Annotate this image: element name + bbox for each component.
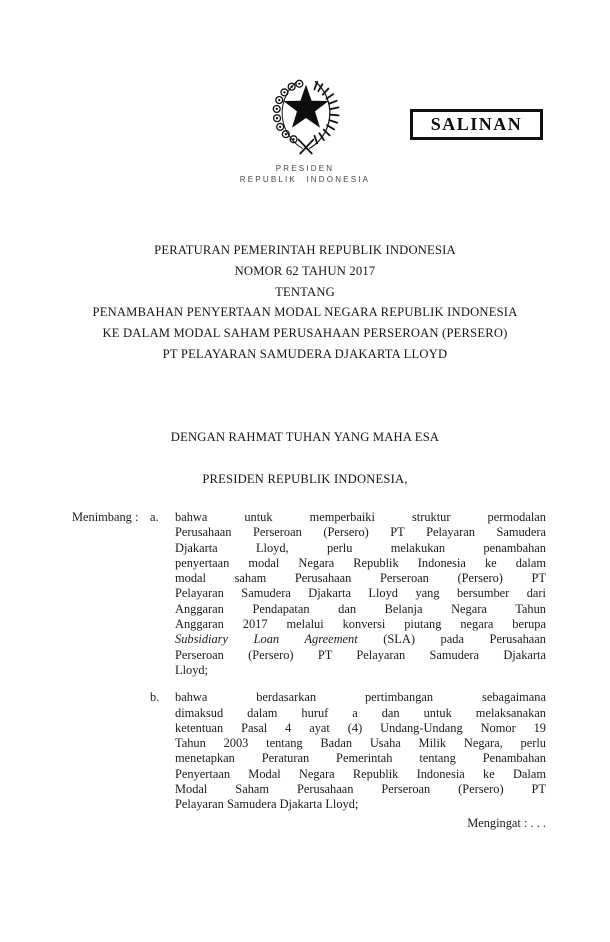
- letterhead-line-republik: REPUBLIK INDONESIA: [239, 175, 371, 184]
- paragraph-lines: [175, 510, 546, 632]
- item-letter: b.: [150, 690, 160, 705]
- paragraph-last-line: Lloyd;: [175, 662, 209, 677]
- paragraph-line: Djakarta Lloyd, perlu melakukan penambahan: [175, 540, 546, 555]
- catchword-mengingat: Mengingat : . . .: [467, 816, 546, 830]
- paragraph-line: Penyertaan Modal Negara Republik Indonesia ke Dalam: [175, 766, 546, 781]
- paragraph-line: Tahun 2003 tentang Badan Usaha Milik Negara, perlu: [175, 736, 546, 751]
- paragraph-line: Anggaran 2017 melalui konversi piutang negara berupa: [175, 617, 546, 632]
- document-title-line: NOMOR 62 TAHUN 2017: [234, 263, 376, 278]
- salinan-stamp: [410, 109, 543, 140]
- paragraph-line: penyertaan modal Negara Republik Indonesia ke dalam: [175, 555, 546, 570]
- document-title-line: PT PELAYARAN SAMUDERA DJAKARTA LLOYD: [162, 346, 448, 361]
- presidential-seal-icon: [263, 74, 349, 156]
- paragraph-line: bahwa untuk memperbaiki struktur permodalan: [175, 510, 546, 524]
- considering-items: [150, 510, 546, 813]
- item-text: [175, 510, 546, 678]
- paragraph-line: Pelayaran Samudera Djakarta Lloyd yang bersumber dari: [175, 586, 546, 601]
- considering-item-a: [150, 510, 546, 678]
- considering-label: Menimbang: [72, 510, 132, 524]
- invocation-line: DENGAN RAHMAT TUHAN YANG MAHA ESA: [170, 430, 440, 444]
- letterhead: [0, 163, 610, 185]
- paragraph-line: Anggaran Pendapatan dan Belanja Negara Tahun: [175, 601, 546, 616]
- paragraph-line: bahwa berdasarkan pertimbangan sebagaimana: [175, 690, 546, 705]
- paragraph-line: modal saham Perusahaan Perseroan (Persero) PT: [175, 571, 546, 586]
- document-title-line: KE DALAM MODAL SAHAM PERUSAHAAN PERSEROAN (PERSERO): [102, 326, 508, 341]
- paragraph-line: menetapkan Peraturan Pemerintah tentang Penambahan: [175, 751, 546, 766]
- document-title-line: TENTANG: [275, 284, 335, 299]
- paragraph-line: dimaksud dalam huruf a dan untuk melaksanakan: [175, 705, 546, 720]
- item-letter: a.: [150, 510, 159, 524]
- considering-item-b: [150, 690, 546, 812]
- italic-line-rest: (SLA) pada Perusahaan: [357, 632, 546, 647]
- star-icon: [283, 85, 328, 128]
- item-text: [175, 690, 546, 812]
- salinan-stamp-label: SALINAN: [430, 114, 523, 134]
- paragraph-line-italic: [175, 632, 546, 647]
- paragraph-line: Perseroan (Persero) PT Pelayaran Samudera Djakarta: [175, 647, 546, 662]
- paragraph-lines: [175, 690, 546, 797]
- document-title-line: PERATURAN PEMERINTAH REPUBLIK INDONESIA: [154, 243, 456, 257]
- paragraph-line: ketentuan Pasal 4 ayat (4) Undang-Undang Nomor 19: [175, 720, 546, 735]
- authority-line: PRESIDEN REPUBLIK INDONESIA,: [202, 472, 408, 486]
- document-title: [0, 240, 610, 365]
- paragraph-line: Perusahaan Perseroan (Persero) PT Pelayaran Samudera: [175, 525, 546, 540]
- paragraph-line: Modal Saham Perusahaan Perseroan (Persero) PT: [175, 782, 546, 797]
- document-title-line: PENAMBAHAN PENYERTAAN MODAL NEGARA REPUBLIK INDONESIA: [92, 305, 518, 320]
- paragraph-last-line: Pelayaran Samudera Djakarta Lloyd;: [175, 797, 359, 812]
- italic-term: Subsidiary Loan Agreement: [175, 632, 358, 647]
- considering-colon: :: [135, 510, 139, 524]
- considering-section: [72, 510, 546, 813]
- letterhead-line-presiden: PRESIDEN: [275, 164, 335, 173]
